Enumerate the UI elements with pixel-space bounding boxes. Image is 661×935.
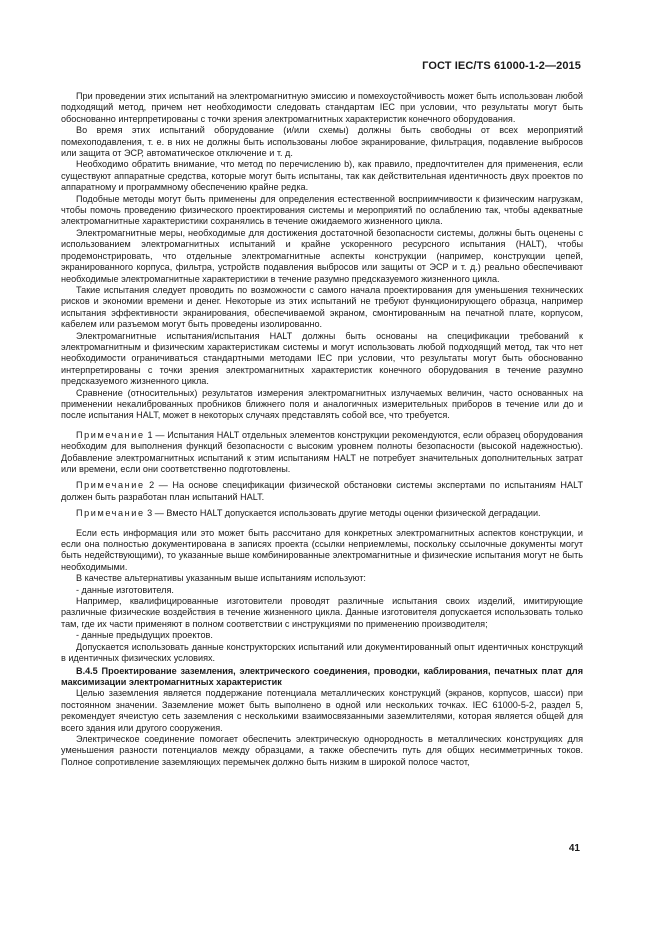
body-paragraph: Например, квалифицированные изготовители проводят различные испытания своих изделий, имитирующие различные физические воздействия в течение жизненного цикла. Данные изготовителя допускается использовать только там, где их части применяют в полном соответствии с инструкциями по применению производителя; [61,596,583,629]
note-number: 3 [147,508,153,519]
note-label: Примечание [76,480,145,491]
note-number: 2 [149,480,155,491]
body-paragraph: Необходимо обратить внимание, что метод по перечислению b), как правило, предпочтителен для применения, если существуют аппаратные средства, которые могут быть испытаны, так как действительная идентичность двух проектов по аппаратному и программному обеспечению крайне редка. [61,159,583,193]
body-paragraph: Электрическое соединение помогает обеспечить электрическую однородность в металлических конструкциях для уменьшения разности потенциалов между образцами, а также обеспечить путь для общих несимметричных токов. Полное сопротивление заземляющих перемычек должно быть низким в широкой полосе частот, [61,733,583,767]
body-paragraph: Подобные методы могут быть применены для определения естественной восприимчивости к физическим нагрузкам, чтобы помочь проведению физического проектирования системы и мероприятий по ослаблению так, чтобы адекватные электромагнитные характеристики сохранялись в течение ожидаемого жизненного цикла. [61,193,583,227]
note-text: — Испытания HALT отдельных элементов конструкции рекомендуются, если образец оборудования необходим для выполнения функций безопасности с высоким уровнем полноты безопасности (высокой надежностью). Добавление электромагнитных испытаний к этим испытаниям HALT не потребует значительных дополнительных затрат или времени, если они соответственно подготовлены. [61,429,583,474]
note-number: 1 [147,429,153,440]
note-label: Примечание [76,508,145,519]
body-paragraph: Целью заземления является поддержание потенциала металлических конструкций (экранов, корпусов, шасси) при постоянном значении. Заземление может быть выполнено в одной или нескольких точках. IEC 61000-5-2, раздел 5, рекомендует ячеистую сеть заземления с несколькими взаимосвязанными заземлителями, которая является общей для всего здания или другого сооружения. [61,688,583,733]
body-paragraph: Во время этих испытаний оборудование (и/или схемы) должны быть свободны от всех мероприятий помехоподавления, т. е. в них не должны быть использованы любое экранирование, фильтрация, подавление выбросов или защита от ЭСР, автоматическое отключение и т. д. [61,125,583,159]
page-number: 41 [568,843,580,854]
section-heading: В.4.5 Проектирование заземления, электрического соединения, проводки, каблирования, печатных плат для максимизации электромагнитных характеристик [61,665,583,687]
body-paragraph: Если есть информация или это может быть рассчитано для конкретных электромагнитных аспектов конструкции, и если она полностью документирована в записях проекта (ссылки неприемлемы, поскольку ссылочные документы могут быть недействующими), то указанные выше комбинированные электромагнитные и физические испытания могут не быть необходимыми. [61,527,583,572]
body-paragraph: Электромагнитные испытания/испытания HALT должны быть основаны на спецификации требований к электромагнитным и физическим характеристикам системы и могут использовать любой подходящий метод, так что нет необходимости ограничиваться стандартными методами IEC при условии, что результаты могут быть обоснованно интерпретированы с точки зрения электромагнитных характеристик конечного оборудования в течение разумно предсказуемого жизненного цикла. [61,330,583,387]
body-paragraph: В качестве альтернативы указанным выше испытаниям используют: [76,573,366,584]
note-label: Примечание [76,429,145,440]
note-text: — На основе спецификации физической обстановки системы экспертами по испытаниям HALT должен быть разработан план испытаний HALT. [61,480,584,502]
body-paragraph: Такие испытания следует проводить по возможности с самого начала проектирования для уменьшения технических рисков и экономии времени и денег. Некоторые из этих испытаний не требуют функционирующего образца, например испытания эффективности экранирования, обеспечиваемой экраном, смонтированным на печатной плате, корпусом, кабелем или разъемом могут быть проведены изолированно. [61,284,583,330]
body-paragraph: Сравнение (относительных) результатов измерения электромагнитных излучаемых величин, часто основанных на применении некалиброванных пробников ближнего поля и аналогичных измерительных приборов в течение или до и после испытания HALT, может в некоторых случаях представлять собой все, что требуется. [61,387,583,421]
document-body [61,91,583,768]
note-1 [61,430,583,476]
list-item: - данные изготовителя. [76,584,174,595]
body-paragraph: Электромагнитные меры, необходимые для достижения достаточной безопасности системы, должны быть оценены с использованием электромагнитных испытаний и крайне ускоренного ресурсного испытания (HALT), чтобы продемонстрировать, что отдельные электромагнитные аспекты конструкции (например, конструкции цепей, экранированного корпуса, фильтра, устройств подавления выбросов или защиты от ЭСР и т. д.) реально обеспечивают необходимые электромагнитные характеристики в течение разумно предсказуемого жизненного цикла. [61,227,583,284]
note-text: — Вместо HALT допускается использовать другие методы оценки физической деградации. [152,508,541,519]
body-paragraph: Допускается использовать данные конструкторских испытаний или документированный опыт идентичных конструкций в идентичных физических условиях. [61,641,583,664]
note-2 [61,480,583,503]
list-item: - данные предыдущих проектов. [76,630,213,641]
note-3 [61,508,583,519]
standard-header: ГОСТ IEC/TS 61000-1-2—2015 [422,60,581,72]
body-paragraph: При проведении этих испытаний на электромагнитную эмиссию и помехоустойчивость может быть использован любой подходящий метод, причем нет необходимости следовать стандартам IEC при условии, что результаты могут быть обоснованно интерпретированы с точки зрения электромагнитных характеристик конечного оборудования. [61,91,583,124]
